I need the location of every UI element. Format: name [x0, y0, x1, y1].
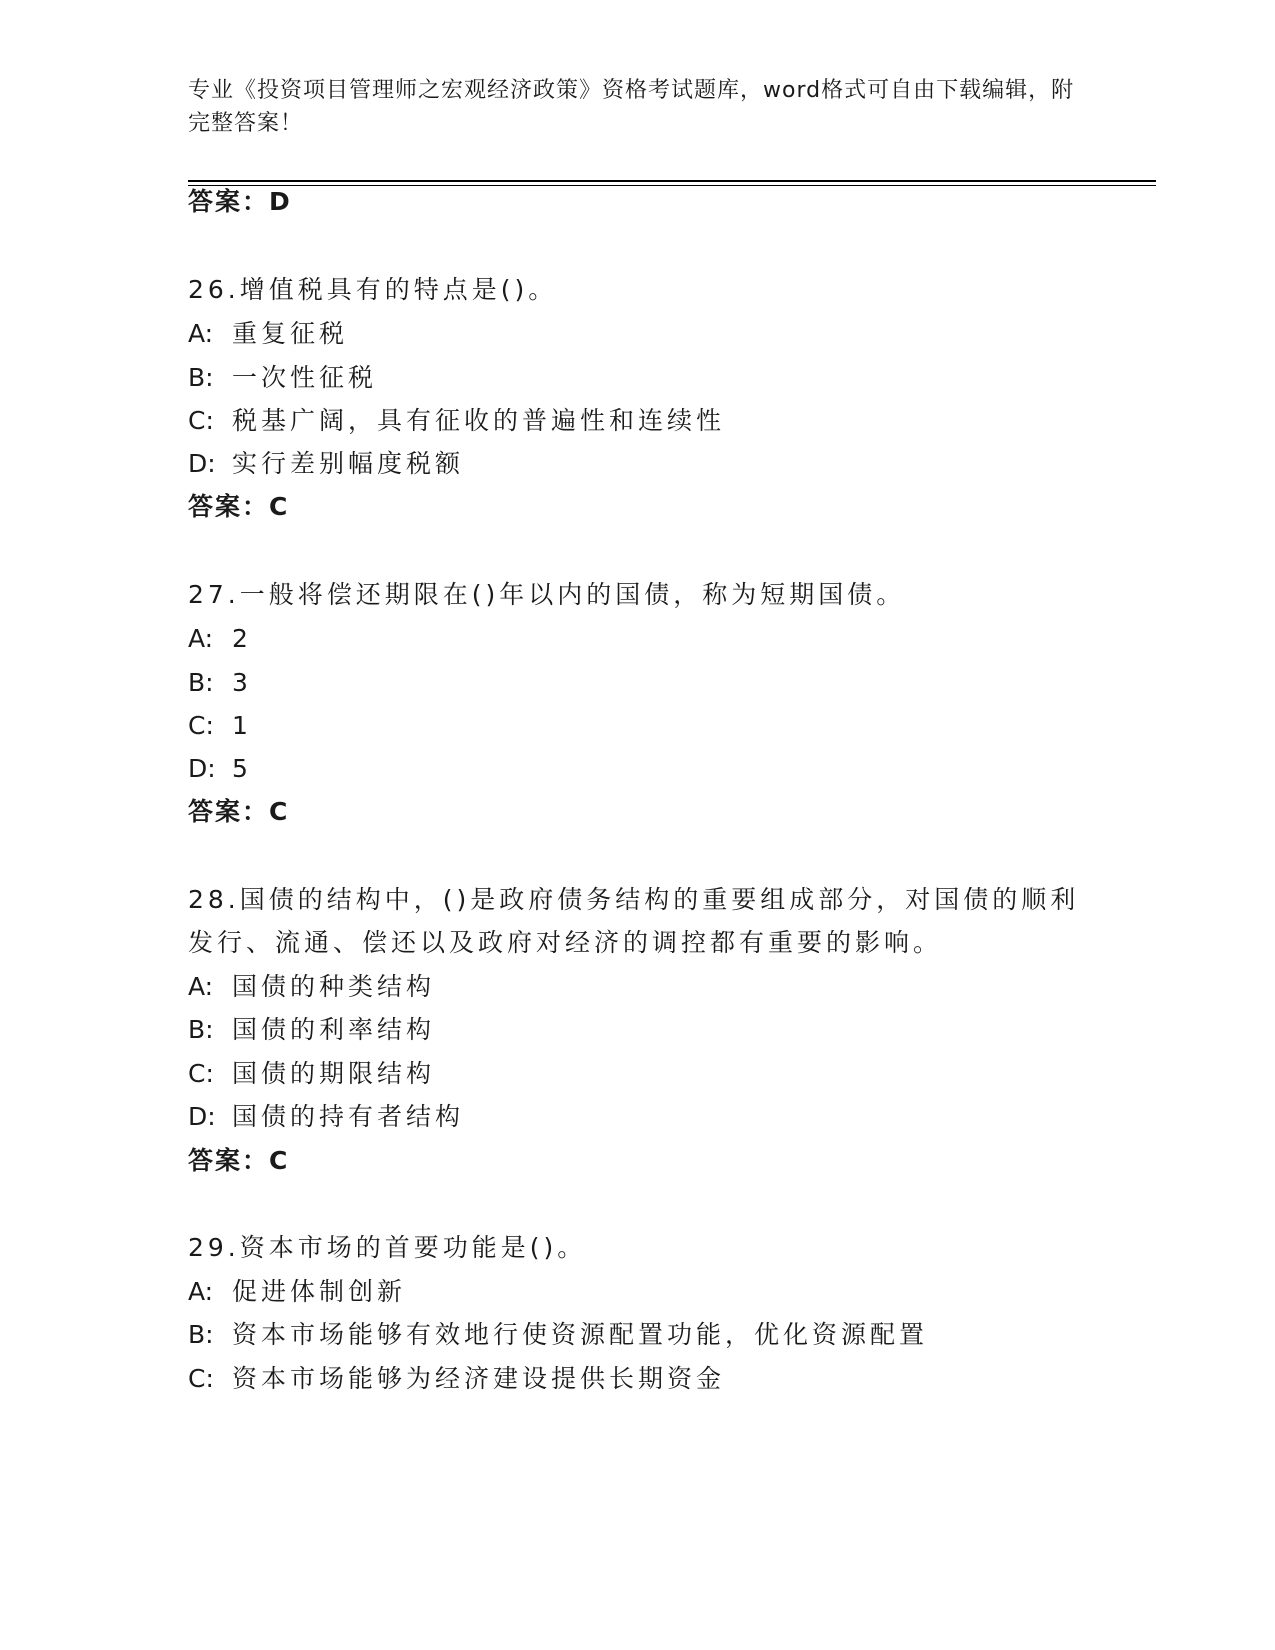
- option-text: 国债的利率结构: [232, 1015, 436, 1044]
- option-text: 一次性征税: [232, 363, 378, 392]
- answer-line: 答案：C: [188, 1146, 290, 1175]
- option-text: 国债的持有者结构: [232, 1102, 465, 1131]
- option-line: [188, 711, 252, 741]
- option-line: [188, 624, 252, 654]
- option-line: [188, 668, 252, 698]
- question-stem-continued: 发行、流通、偿还以及政府对经济的调控都有重要的影响。: [188, 928, 943, 957]
- option-line: [188, 406, 725, 436]
- option-key: D:: [188, 1102, 216, 1131]
- option-line: [188, 319, 348, 349]
- option-line: [188, 1277, 406, 1307]
- option-key: D:: [188, 449, 216, 478]
- question-stem: 29.资本市场的首要功能是()。: [188, 1233, 587, 1262]
- answer-line: 答案：C: [188, 492, 290, 521]
- option-key: C:: [188, 1059, 214, 1088]
- option-key: A:: [188, 1277, 214, 1306]
- option-key: A:: [188, 972, 214, 1001]
- option-text: 3: [232, 668, 252, 697]
- option-text: 实行差别幅度税额: [232, 449, 465, 478]
- option-line: [188, 363, 377, 393]
- question-stem: 28.国债的结构中，()是政府债务结构的重要组成部分，对国债的顺利: [188, 885, 1080, 914]
- option-text: 资本市场能够为经济建设提供长期资金: [232, 1364, 726, 1393]
- header-divider-thin: [188, 185, 1156, 186]
- option-key: B:: [188, 363, 214, 392]
- question-stem: 26.增值税具有的特点是()。: [188, 275, 558, 304]
- option-key: A:: [188, 624, 214, 653]
- option-text: 税基广阔，具有征收的普遍性和连续性: [232, 406, 726, 435]
- option-line: [188, 972, 435, 1002]
- option-key: C:: [188, 711, 214, 740]
- option-line: [188, 449, 464, 479]
- option-text: 国债的种类结构: [232, 972, 436, 1001]
- option-line: [188, 1015, 435, 1045]
- option-key: B:: [188, 668, 214, 697]
- option-key: B:: [188, 1015, 214, 1044]
- option-key: B:: [188, 1320, 214, 1349]
- option-text: 资本市场能够有效地行使资源配置功能，优化资源配置: [232, 1320, 929, 1349]
- option-line: [188, 754, 252, 784]
- option-line: [188, 1102, 464, 1132]
- option-text: 重复征税: [232, 319, 349, 348]
- option-line: [188, 1320, 928, 1350]
- option-line: [188, 1059, 435, 1089]
- option-text: 1: [232, 711, 252, 740]
- option-key: C:: [188, 406, 214, 435]
- option-text: 2: [232, 624, 252, 653]
- option-text: 国债的期限结构: [232, 1059, 436, 1088]
- document-header: 专业《投资项目管理师之宏观经济政策》资格考试题库，word格式可自由下载编辑，附完整答案！: [188, 78, 1075, 136]
- question-stem: 27.一般将偿还期限在()年以内的国债，称为短期国债。: [188, 580, 906, 609]
- option-text: 5: [232, 754, 252, 783]
- answer-line: 答案：C: [188, 797, 290, 826]
- option-key: A:: [188, 319, 214, 348]
- option-key: C:: [188, 1364, 214, 1393]
- answer-line: 答案：D: [188, 187, 292, 216]
- option-text: 促进体制创新: [232, 1277, 407, 1306]
- option-line: [188, 1364, 725, 1394]
- option-key: D:: [188, 754, 216, 783]
- header-divider: [188, 180, 1156, 182]
